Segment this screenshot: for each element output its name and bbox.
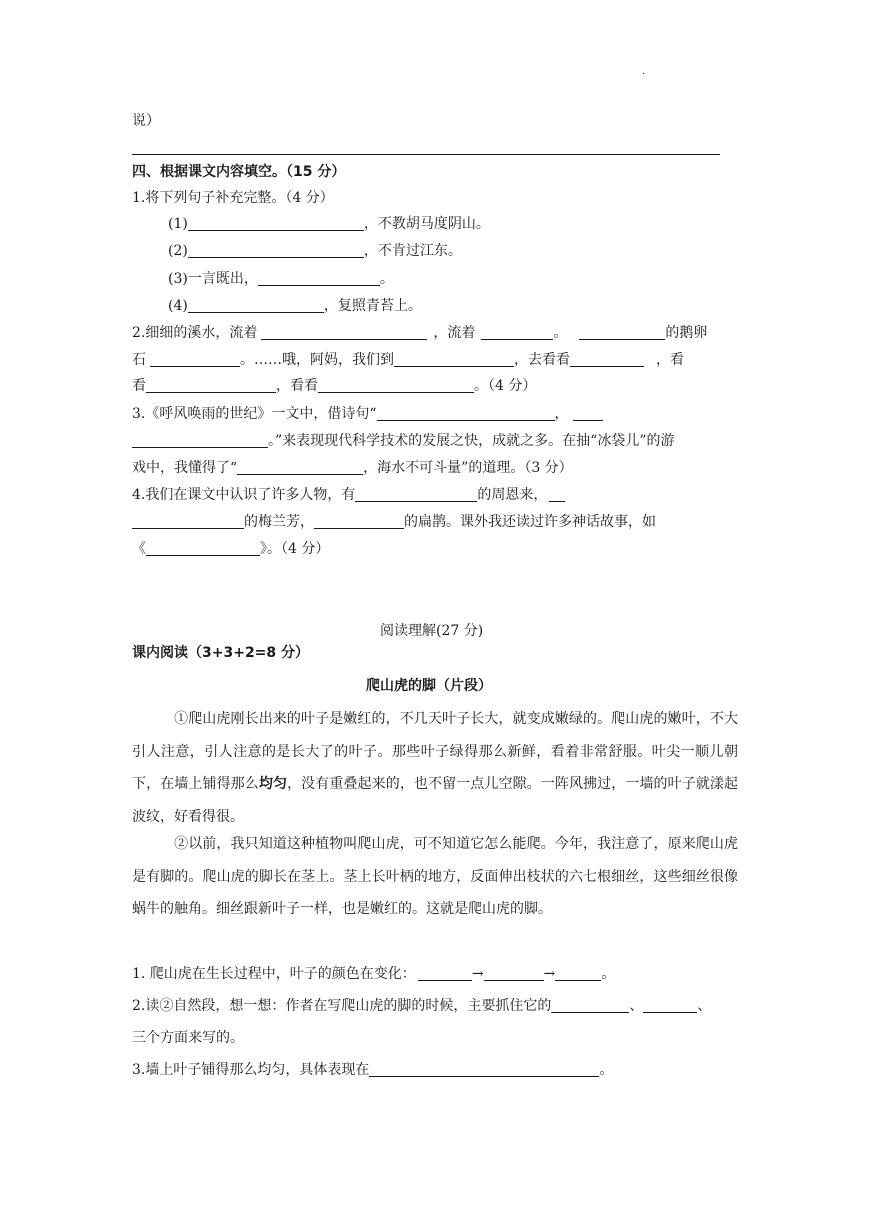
- answer-line: [132, 154, 720, 155]
- fill-blank[interactable]: [150, 352, 240, 367]
- q1-item-2: (2) ，不肯过江东。: [168, 243, 462, 259]
- fill-blank[interactable]: [484, 966, 544, 981]
- fill-blank[interactable]: [132, 433, 268, 448]
- fill-blank[interactable]: [394, 352, 514, 367]
- fill-blank[interactable]: [318, 378, 474, 393]
- fill-blank[interactable]: [188, 216, 364, 231]
- previous-question-end: 说）: [132, 113, 160, 129]
- fill-blank[interactable]: [355, 487, 477, 502]
- q2-line-1: 2.细细的溪水，流着 ，流着 。 的鹅卵: [132, 325, 708, 341]
- bold-word: 均匀: [258, 776, 288, 793]
- fill-blank[interactable]: [481, 325, 553, 340]
- passage-title: 爬山虎的脚（片段）: [366, 678, 492, 694]
- q3-line-2: 。”来表现现代科学技术的发展之快，成就之多。在抽“冰袋儿”的游: [132, 431, 674, 451]
- fill-blank[interactable]: [549, 487, 565, 502]
- passage-paragraph-2: ②以前，我只知道这种植物叫爬山虎，可不知道它怎么能爬。今年，我注意了，原来爬山虎是有脚的。爬山虎的脚长在茎上。茎上长叶柄的地方，反面伸出枝状的六七根细丝，这些细丝很像蜗牛的触角。细丝跟新叶子一样，也是嫩红的。这就是爬山虎的脚。: [132, 836, 738, 918]
- passage-paragraph-1: ①爬山虎刚长出来的叶子是嫩红的，不几天叶子长大，就变成嫩绿的。爬山虎的嫩叶，不大引人注意，引人注意的是长大了的叶子。那些叶子绿得那么新鲜，看着非常舒服。叶尖一顺儿朝下，在墙上铺得那么均匀，没有重叠起来的，也不留一点儿空隙。一阵风拂过，一墙的叶子就漾起波纹，好看得很。: [132, 711, 739, 825]
- fill-blank[interactable]: [132, 514, 244, 529]
- q4-line-1: 4.我们在课文中认识了许多人物，有 的周恩来，: [132, 485, 565, 505]
- q4-line-2: 的梅兰芳， 的扁鹊。课外我还读过许多神话故事，如: [132, 512, 656, 532]
- q3-line-3: 戏中，我懂得了“ ，海水不可斗量”的道理。（3 分）: [132, 460, 573, 476]
- fill-blank[interactable]: [573, 406, 603, 421]
- fill-blank[interactable]: [188, 243, 364, 258]
- fill-blank[interactable]: [643, 998, 697, 1013]
- reading-subheading: 课内阅读（3+3+2=8 分）: [132, 645, 310, 661]
- q4-line-3: 《 》。（4 分）: [132, 541, 330, 557]
- reading-heading: 阅读理解(27 分): [380, 623, 484, 639]
- q2-line-3: 看 ，看看 。（4 分）: [132, 378, 537, 394]
- reading-q2-line-2: 三个方面来写的。: [132, 1030, 244, 1046]
- section-four-title: 四、根据课文内容填空。（15 分）: [132, 164, 346, 180]
- fill-blank[interactable]: [377, 406, 555, 421]
- q2-line-2: 石 。……哦，阿妈，我们到 ，去看看 ，看: [132, 352, 684, 368]
- q1-stem: 1.将下列句子补充完整。（4 分）: [132, 190, 334, 206]
- q1-item-1: (1) ，不教胡马度阴山。: [168, 216, 490, 232]
- q3-line-1: 3.《呼风唤雨的世纪》一文中，借诗句“ ，: [132, 404, 603, 424]
- q1-item-3: (3)一言既出， 。: [168, 271, 394, 287]
- fill-blank[interactable]: [261, 325, 427, 340]
- fill-blank[interactable]: [146, 541, 260, 556]
- reading-q2-line-1: 2.读②自然段，想一想：作者在写爬山虎的脚的时候，主要抓住它的 、 、: [132, 998, 712, 1014]
- fill-blank[interactable]: [237, 460, 363, 475]
- fill-blank[interactable]: [314, 514, 404, 529]
- fill-blank[interactable]: [258, 271, 380, 286]
- fill-blank[interactable]: [551, 998, 629, 1013]
- reading-q3: 3.墙上叶子铺得那么均匀，具体表现在 。: [132, 1062, 614, 1078]
- fill-blank[interactable]: [369, 1062, 599, 1077]
- reading-q1: 1. 爬山虎在生长过程中，叶子的颜色在变化： → → 。: [132, 966, 616, 982]
- q1-item-4: (4) ，复照青苔上。: [168, 298, 422, 314]
- fill-blank[interactable]: [188, 298, 324, 313]
- fill-blank[interactable]: [418, 966, 472, 981]
- page-dot: .: [642, 66, 646, 77]
- fill-blank[interactable]: [555, 966, 601, 981]
- fill-blank[interactable]: [146, 378, 276, 393]
- fill-blank[interactable]: [579, 325, 665, 340]
- fill-blank[interactable]: [570, 352, 644, 367]
